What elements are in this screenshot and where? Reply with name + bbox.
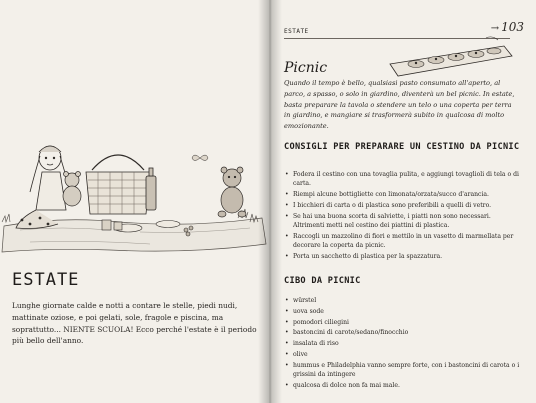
list-item-text: olive [293,350,308,358]
right-page [268,0,536,403]
page-number-value: 103 [501,20,524,34]
list-item-text: uova sode [293,307,324,315]
bullet-icon: • [285,171,289,178]
list-item-text: würstel [293,297,317,304]
list-item-text: insalata di riso [293,340,339,348]
food-heading: CIBO DA PICNIC [284,276,361,286]
list-item [284,252,522,261]
list-item-text: Fodera il cestino con una tovaglia pulita, e aggiungi tovaglioli di tela o di carta. [293,171,519,188]
food-list [284,296,522,392]
list-item-text: Porta un sacchetto di plastica per la spazzatura. [293,252,443,260]
bullet-icon: • [285,361,289,369]
list-item [284,212,522,230]
page-number [491,20,524,34]
list-item [284,350,522,359]
bullet-icon: • [285,252,289,260]
bullet-icon: • [285,191,289,198]
bullet-icon: • [285,297,289,304]
section-title: ESTATE [12,270,80,290]
tips-list [284,170,522,262]
list-item-text: I bicchieri di carta o di plastica sono preferibili a quelli di vetro. [293,201,492,209]
list-item-text: Se hai una buona scorta di salviette, i piatti non sono necessari. Altrimenti metti nel cestino dei piattini di plastica. [293,212,491,229]
bullet-icon: • [285,307,289,315]
list-item [284,361,522,379]
list-item [284,328,522,337]
tips-heading: CONSIGLI PER PREPARARE UN CESTINO DA PICNIC [284,142,520,152]
intro-paragraph: Quando il tempo è bello, qualsiasi pasto consumato all'aperto, al parco, a spasso, o solo in giardino, diventerà un bel picnic. In estate, basta preparare la tavola o stendere un telo o una coperta per terra in giardino, e mangiare si trasformerà subito in qualcosa di molto emozionante. [284,79,515,131]
list-item [284,318,522,327]
list-item [284,170,522,188]
section-body: Lunghe giornate calde e notti a contare le stelle, piedi nudi, mattinate oziose, e poi gelati, sole, fragole e piscina, ma soprattutto... NIENTE SCUOLA! Ecco perché l'estate è il periodo più bello dell'anno. [12,301,257,346]
list-item [284,296,522,305]
list-item [284,232,522,250]
list-item [284,190,522,199]
bullet-icon: • [285,329,289,337]
bullet-icon: • [285,350,289,358]
bullet-icon: • [285,318,289,326]
list-item-text: qualcosa di dolce non fa mai male. [293,381,400,389]
list-item-text: Riempi alcune bottigliette con limonata/orzata/succo d'arancia. [293,191,489,198]
food-tray-illustration [386,34,516,80]
bullet-icon: • [285,340,289,348]
arrow-icon: → [490,23,500,34]
bullet-icon: • [285,381,289,389]
running-header: ESTATE [284,28,309,35]
list-item [284,339,522,348]
bullet-icon: • [285,232,289,240]
list-item [284,201,522,210]
bullet-icon: • [285,201,289,209]
list-item [284,307,522,316]
picnic-illustration [0,118,268,256]
list-item-text: pomodori ciliegini [293,318,349,326]
list-item-text: hummus e Philadelphia vanno sempre forte, con i bastoncini di carota o i grissini da intingere [293,361,520,378]
list-item-text: bastoncini di carote/sedano/finocchio [293,329,409,337]
bullet-icon: • [285,212,289,220]
page-title: Picnic [284,60,328,76]
list-item-text: Raccogli un mazzolino di fiori e mettilo in un vasetto di marmellata per decorare la coperta da picnic. [293,232,514,249]
list-item [284,381,522,390]
